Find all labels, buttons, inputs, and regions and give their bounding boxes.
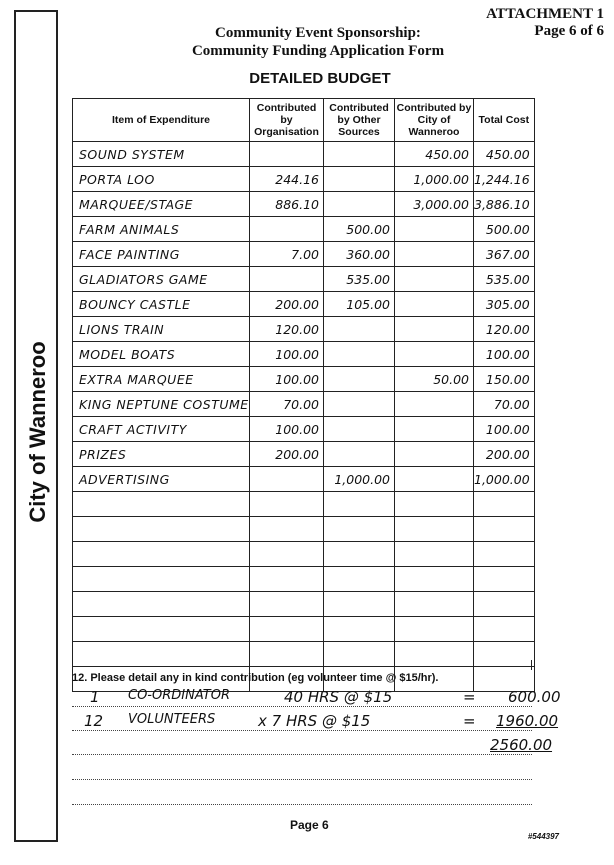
organisation-name: City of Wanneroo — [25, 341, 50, 523]
cell-other-sources — [324, 617, 395, 642]
cell-other-sources: 1,000.00 — [324, 467, 395, 492]
cell-city: 50.00 — [395, 367, 474, 392]
inkind-desc-1: CO-ORDINATOR — [128, 688, 230, 703]
cell-total: 1,000.00 — [474, 467, 535, 492]
cell-item — [73, 567, 250, 592]
cell-organisation: 100.00 — [250, 342, 324, 367]
cell-item: BOUNCY CASTLE — [73, 292, 250, 317]
table-row — [73, 442, 535, 467]
cell-organisation — [250, 592, 324, 617]
table-header-row — [73, 99, 535, 142]
cell-other-sources: 535.00 — [324, 267, 395, 292]
table-row — [73, 342, 535, 367]
table-row — [73, 267, 535, 292]
table-row — [73, 317, 535, 342]
budget-table — [72, 98, 535, 692]
cell-item: ADVERTISING — [73, 467, 250, 492]
cell-city — [395, 417, 474, 442]
cell-total: 150.00 — [474, 367, 535, 392]
cell-other-sources: 500.00 — [324, 217, 395, 242]
inkind-qty-1: 1 — [90, 688, 100, 706]
cell-other-sources — [324, 542, 395, 567]
table-row — [73, 567, 535, 592]
cell-total — [474, 542, 535, 567]
cell-total — [474, 592, 535, 617]
cell-organisation: 70.00 — [250, 392, 324, 417]
cell-other-sources — [324, 417, 395, 442]
cell-item: PRIZES — [73, 442, 250, 467]
cell-total — [474, 492, 535, 517]
cell-organisation: 200.00 — [250, 442, 324, 467]
header-total: Total Cost — [474, 99, 535, 142]
cell-organisation: 100.00 — [250, 417, 324, 442]
cell-city: 450.00 — [395, 142, 474, 167]
table-row — [73, 467, 535, 492]
cell-item: FARM ANIMALS — [73, 217, 250, 242]
table-body — [73, 142, 535, 692]
cell-city — [395, 592, 474, 617]
cell-item — [73, 517, 250, 542]
cell-city — [395, 617, 474, 642]
cell-item: PORTA LOO — [73, 167, 250, 192]
cell-organisation — [250, 267, 324, 292]
cell-item: MARQUEE/STAGE — [73, 192, 250, 217]
cell-organisation: 244.16 — [250, 167, 324, 192]
page-number: Page 6 — [290, 818, 329, 832]
cell-item — [73, 617, 250, 642]
cell-total: 100.00 — [474, 417, 535, 442]
cell-other-sources — [324, 592, 395, 617]
cell-organisation: 100.00 — [250, 367, 324, 392]
table-row — [73, 192, 535, 217]
table-tail — [72, 660, 532, 670]
table-row — [73, 142, 535, 167]
cell-city — [395, 292, 474, 317]
cell-item: GLADIATORS GAME — [73, 267, 250, 292]
cell-total: 535.00 — [474, 267, 535, 292]
cell-other-sources — [324, 142, 395, 167]
inkind-qty-2: 12 — [84, 712, 104, 730]
cell-item: MODEL BOATS — [73, 342, 250, 367]
attachment-label: ATTACHMENT 1 — [486, 6, 604, 22]
cell-city — [395, 492, 474, 517]
cell-city — [395, 342, 474, 367]
table-row — [73, 367, 535, 392]
table-row — [73, 292, 535, 317]
inkind-calc-2: x 7 HRS @ $15 — [258, 712, 371, 730]
inkind-line-1 — [72, 706, 532, 707]
cell-city: 1,000.00 — [395, 167, 474, 192]
table-row — [73, 492, 535, 517]
table-row — [73, 217, 535, 242]
cell-city — [395, 317, 474, 342]
inkind-label: 12. Please detail any in kind contribution (eg volunteer time @ $15/hr). — [72, 672, 439, 684]
inkind-amount-2: 1960.00 — [496, 712, 559, 730]
table-row — [73, 167, 535, 192]
cell-item: EXTRA MARQUEE — [73, 367, 250, 392]
cell-city — [395, 467, 474, 492]
cell-total — [474, 567, 535, 592]
cell-other-sources — [324, 367, 395, 392]
cell-total: 100.00 — [474, 342, 535, 367]
cell-organisation — [250, 142, 324, 167]
cell-other-sources — [324, 442, 395, 467]
cell-city — [395, 517, 474, 542]
cell-total: 1,244.16 — [474, 167, 535, 192]
cell-city — [395, 242, 474, 267]
cell-item — [73, 592, 250, 617]
cell-item: LIONS TRAIN — [73, 317, 250, 342]
cell-other-sources — [324, 517, 395, 542]
cell-total — [474, 517, 535, 542]
cell-total: 120.00 — [474, 317, 535, 342]
header-organisation: Contributed by Organisation — [250, 99, 324, 142]
cell-other-sources — [324, 167, 395, 192]
page-of-label: Page 6 of 6 — [534, 23, 604, 39]
table-row — [73, 617, 535, 642]
cell-organisation: 120.00 — [250, 317, 324, 342]
cell-other-sources — [324, 492, 395, 517]
cell-item — [73, 492, 250, 517]
cell-organisation — [250, 617, 324, 642]
cell-organisation — [250, 567, 324, 592]
inkind-line-5 — [72, 804, 532, 805]
cell-other-sources — [324, 317, 395, 342]
sidebar-box — [14, 10, 58, 842]
cell-total: 70.00 — [474, 392, 535, 417]
cell-other-sources: 360.00 — [324, 242, 395, 267]
cell-organisation: 886.10 — [250, 192, 324, 217]
header-item: Item of Expenditure — [73, 99, 250, 142]
cell-item: CRAFT ACTIVITY — [73, 417, 250, 442]
cell-total: 367.00 — [474, 242, 535, 267]
cell-organisation: 200.00 — [250, 292, 324, 317]
inkind-calc-1: 40 HRS @ $15 — [284, 688, 393, 706]
cell-city — [395, 217, 474, 242]
inkind-desc-2: VOLUNTEERS — [128, 712, 216, 727]
table-row — [73, 517, 535, 542]
cell-other-sources — [324, 567, 395, 592]
table-row — [73, 542, 535, 567]
cell-total — [474, 617, 535, 642]
document-reference: #544397 — [527, 832, 559, 841]
cell-city — [395, 567, 474, 592]
inkind-line-3 — [72, 754, 532, 755]
cell-total: 450.00 — [474, 142, 535, 167]
title-line-2: Community Funding Application Form — [191, 43, 445, 59]
cell-organisation — [250, 467, 324, 492]
cell-other-sources — [324, 392, 395, 417]
header-other-sources: Contributed by Other Sources — [324, 99, 395, 142]
cell-item — [73, 542, 250, 567]
title-line-1: Community Event Sponsorship: — [215, 25, 421, 41]
form-title — [90, 24, 546, 60]
inkind-total: 2560.00 — [490, 736, 553, 754]
section-title: DETAILED BUDGET — [249, 70, 391, 87]
inkind-amount-1: 600.00 — [508, 688, 561, 706]
cell-organisation: 7.00 — [250, 242, 324, 267]
table-row — [73, 242, 535, 267]
cell-city: 3,000.00 — [395, 192, 474, 217]
cell-total: 200.00 — [474, 442, 535, 467]
cell-item: FACE PAINTING — [73, 242, 250, 267]
cell-city — [395, 267, 474, 292]
cell-organisation — [250, 492, 324, 517]
cell-other-sources — [324, 342, 395, 367]
cell-other-sources — [324, 192, 395, 217]
inkind-eq-2: = — [463, 712, 476, 730]
table-row — [73, 417, 535, 442]
cell-item: KING NEPTUNE COSTUME — [73, 392, 250, 417]
cell-total: 3,886.10 — [474, 192, 535, 217]
inkind-line-4 — [72, 779, 532, 780]
cell-organisation — [250, 217, 324, 242]
inkind-eq-1: = — [463, 688, 476, 706]
cell-city — [395, 392, 474, 417]
cell-total: 305.00 — [474, 292, 535, 317]
cell-organisation — [250, 542, 324, 567]
header-city: Contributed by City of Wanneroo — [395, 99, 474, 142]
cell-organisation — [250, 517, 324, 542]
table-row — [73, 392, 535, 417]
inkind-line-2 — [72, 730, 532, 731]
cell-city — [395, 442, 474, 467]
table-row — [73, 592, 535, 617]
cell-item: SOUND SYSTEM — [73, 142, 250, 167]
cell-total: 500.00 — [474, 217, 535, 242]
cell-city — [395, 542, 474, 567]
cell-other-sources: 105.00 — [324, 292, 395, 317]
